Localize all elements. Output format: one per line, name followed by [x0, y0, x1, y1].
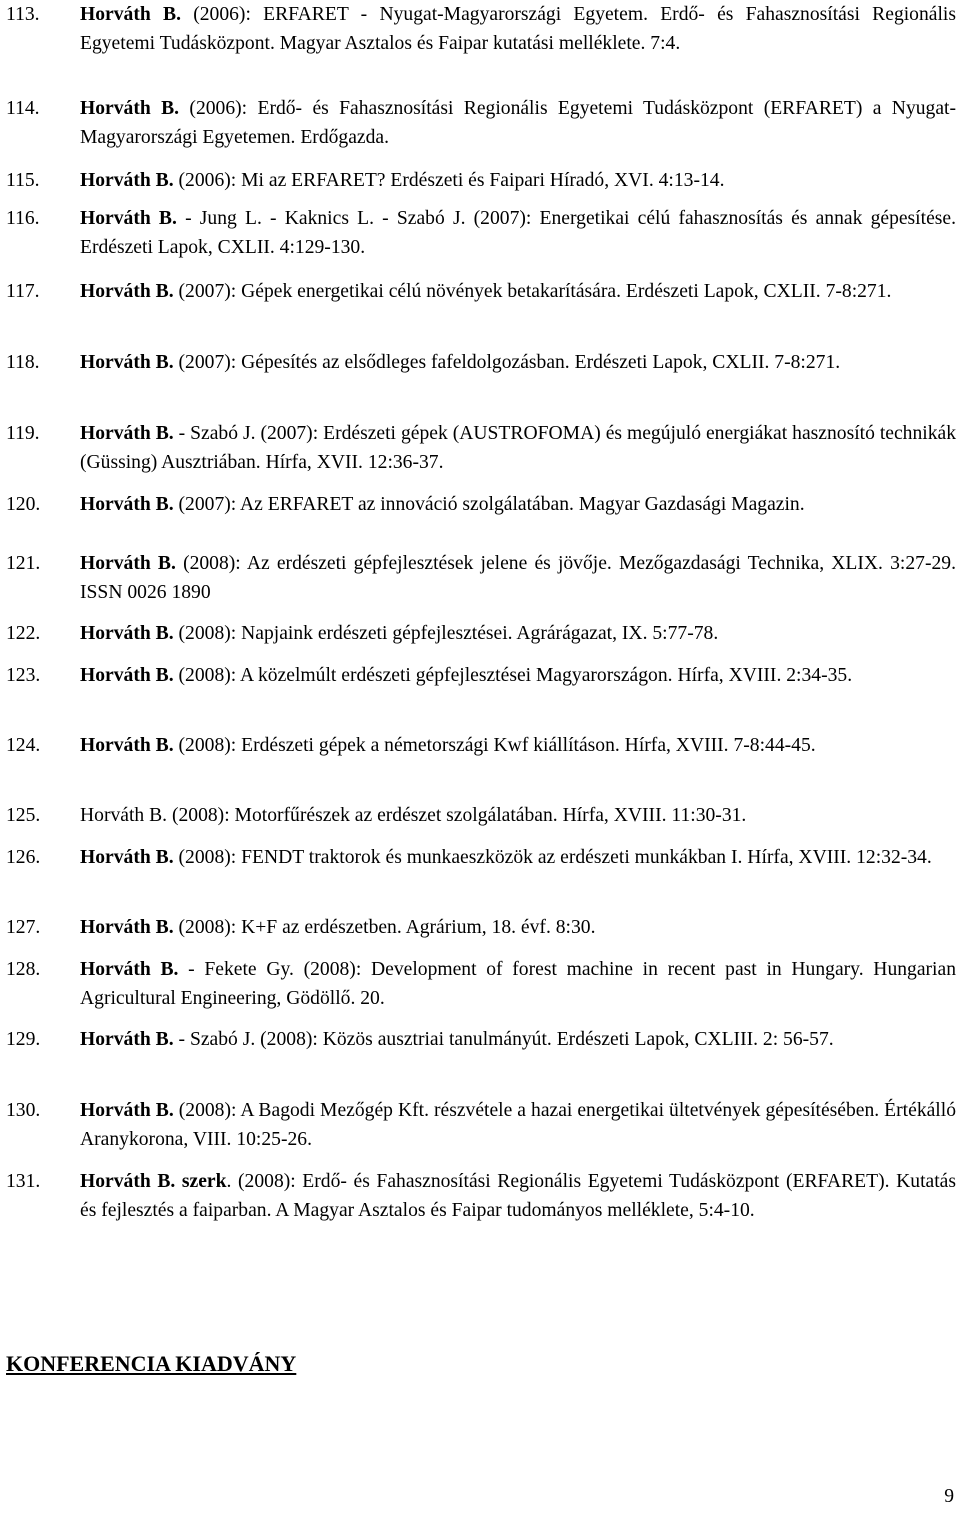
reference-text: (2006): Erdő- és Fahasznosítási Regionális Egyetemi Tudásközpont (ERFARET) a Nyugat-Magyarországi Egyetemen. Erdőgazda. [80, 98, 956, 148]
reference-number: 131. [6, 1171, 41, 1192]
reference-number: 124. [6, 735, 41, 756]
reference-text: (2006): Mi az ERFARET? Erdészeti és Faipari Híradó, XVI. 4:13-14. [173, 170, 725, 191]
reference-author: Horváth B. [80, 208, 177, 229]
reference-text: (2008): Napjaink erdészeti gépfejlesztései. Agrárágazat, IX. 5:77-78. [173, 623, 719, 644]
reference-author: Horváth B. [80, 494, 174, 515]
reference-number: 122. [6, 623, 41, 644]
reference-author: Horváth B. [80, 735, 174, 756]
reference-author: Horváth B. [80, 1029, 174, 1050]
reference-author: Horváth B. [80, 1100, 174, 1121]
reference-text: - Szabó J. (2008): Közös ausztriai tanulmányút. Erdészeti Lapok, CXLIII. 2: 56-57. [173, 1029, 834, 1050]
reference-body [6, 490, 956, 519]
reference-item [6, 913, 956, 942]
section-heading: KONFERENCIA KIADVÁNY [6, 1351, 297, 1376]
reference-number: 129. [6, 1029, 41, 1050]
reference-item [6, 348, 956, 377]
reference-body [6, 843, 956, 872]
reference-item [6, 1096, 956, 1154]
reference-text: (2008): A közelmúlt erdészeti gépfejlesztései Magyarországon. Hírfa, XVIII. 2:34-35. [173, 665, 853, 686]
reference-item [6, 731, 956, 760]
reference-text: (2007): Gépesítés az elsődleges fafeldolgozásban. Erdészeti Lapok, CXLII. 7-8:271. [173, 352, 841, 373]
reference-number: 116. [6, 208, 40, 229]
reference-number: 118. [6, 352, 40, 373]
reference-author: Horváth B. [80, 917, 174, 938]
reference-item [6, 166, 956, 195]
reference-number: 119. [6, 423, 40, 444]
page-number: 9 [944, 1486, 954, 1507]
reference-item [6, 619, 956, 648]
reference-number: 128. [6, 959, 41, 980]
reference-text: Horváth B. (2008): Motorfűrészek az erdészet szolgálatában. Hírfa, XVIII. 11:30-31. [80, 805, 747, 826]
reference-author: Horváth B. [80, 623, 174, 644]
reference-author: Horváth B. [80, 423, 174, 444]
reference-author: Horváth B. szerk [80, 1171, 227, 1192]
reference-number: 123. [6, 665, 41, 686]
reference-item [6, 419, 956, 477]
reference-author: Horváth B. [80, 170, 174, 191]
reference-author: Horváth B. [80, 847, 174, 868]
reference-author: Horváth B. [80, 352, 174, 373]
reference-author: Horváth B. [80, 98, 180, 119]
reference-text: - Szabó J. (2007): Erdészeti gépek (AUSTROFOMA) és megújuló energiákat hasznosító technikák (Güssing) Ausztriában. Hírfa, XVII. 12:36-37. [80, 423, 957, 473]
reference-item [6, 1025, 956, 1054]
reference-body [6, 549, 956, 607]
reference-number: 126. [6, 847, 41, 868]
reference-item [6, 204, 956, 262]
reference-number: 113. [6, 4, 40, 25]
reference-number: 114. [6, 98, 40, 119]
reference-body [6, 348, 956, 377]
reference-number: 127. [6, 917, 41, 938]
reference-item [6, 549, 956, 607]
reference-body [6, 801, 956, 830]
reference-body [6, 277, 956, 306]
reference-item [6, 94, 956, 152]
reference-item [6, 843, 956, 872]
reference-text: - Jung L. - Kaknics L. - Szabó J. (2007): Energetikai célú fahasznosítás és annak gépesítése. Erdészeti Lapok, CXLII. 4:129-130. [80, 208, 956, 258]
reference-number: 121. [6, 553, 41, 574]
reference-author: Horváth B. [80, 4, 181, 25]
reference-text: (2008): Az erdészeti gépfejlesztések jelene és jövője. Mezőgazdasági Technika, XLIX. 3:27-29. ISSN 0026 1890 [80, 553, 956, 603]
reference-text: - Fekete Gy. (2008): Development of forest machine in recent past in Hungary. Hungarian Agricultural Engineering, Gödöllő. 20. [80, 959, 956, 1009]
reference-item [6, 1167, 956, 1225]
reference-author: Horváth B. [80, 959, 179, 980]
reference-author: Horváth B. [80, 665, 174, 686]
reference-author: Horváth B. [80, 281, 174, 302]
reference-item [6, 490, 956, 519]
reference-text: (2007): Gépek energetikai célú növények betakarítására. Erdészeti Lapok, CXLII. 7-8:271. [173, 281, 892, 302]
reference-text: (2008): A Bagodi Mezőgép Kft. részvétele a hazai energetikai ültetvények gépesítésében. Értékálló Aranykorona, VIII. 10:25-26. [80, 1100, 956, 1150]
reference-body [6, 419, 956, 477]
reference-number: 115. [6, 170, 40, 191]
reference-body [6, 661, 956, 690]
reference-item [6, 801, 956, 830]
reference-body [6, 166, 956, 195]
reference-number: 120. [6, 494, 41, 515]
reference-body [6, 913, 956, 942]
reference-item [6, 277, 956, 306]
reference-text: (2006): ERFARET - Nyugat-Magyarországi Egyetem. Erdő- és Fahasznosítási Regionális Egyetemi Tudásközpont. Magyar Asztalos és Faipar kutatási melléklete. 7:4. [80, 4, 956, 54]
reference-text: (2008): K+F az erdészetben. Agrárium, 18. évf. 8:30. [173, 917, 596, 938]
reference-item [6, 661, 956, 690]
reference-body [6, 94, 956, 152]
reference-text: (2008): Erdészeti gépek a németországi Kwf kiállításon. Hírfa, XVIII. 7-8:44-45. [173, 735, 816, 756]
reference-item [6, 955, 956, 1013]
reference-body [6, 1025, 956, 1054]
reference-item [6, 0, 956, 58]
reference-body [6, 1167, 956, 1225]
reference-body [6, 955, 956, 1013]
reference-body [6, 731, 956, 760]
reference-number: 117. [6, 281, 40, 302]
reference-text: (2007): Az ERFARET az innováció szolgálatában. Magyar Gazdasági Magazin. [173, 494, 805, 515]
reference-number: 125. [6, 805, 41, 826]
reference-body [6, 1096, 956, 1154]
reference-number: 130. [6, 1100, 41, 1121]
reference-body [6, 0, 956, 58]
reference-text: . (2008): Erdő- és Fahasznosítási Regionális Egyetemi Tudásközpont (ERFARET). Kutatás és fejlesztés a faiparban. A Magyar Asztalos és Faipar tudományos melléklete, 5:4-10. [80, 1171, 956, 1221]
reference-author: Horváth B. [80, 553, 176, 574]
reference-text: (2008): FENDT traktorok és munkaeszközök az erdészeti munkákban I. Hírfa, XVIII. 12:32-34. [173, 847, 932, 868]
reference-body [6, 619, 956, 648]
reference-body [6, 204, 956, 262]
